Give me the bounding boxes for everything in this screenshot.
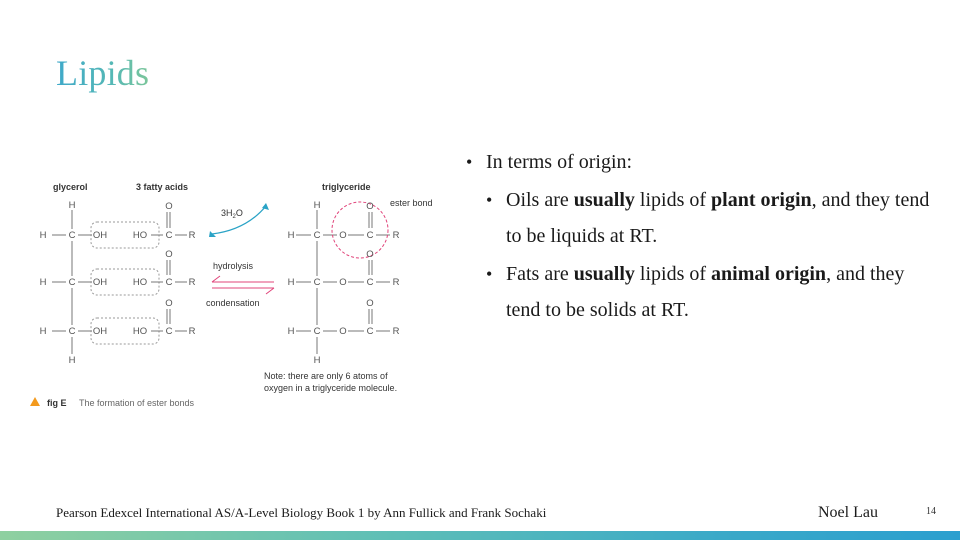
svg-text:H: H (313, 200, 321, 211)
note-line-2: oxygen in a triglyceride molecule. (264, 383, 398, 393)
svg-text:C: C (68, 230, 76, 241)
svg-text:H: H (39, 277, 47, 288)
svg-text:O: O (339, 277, 347, 288)
svg-text:C: C (313, 277, 321, 288)
svg-text:O: O (366, 249, 374, 260)
svg-text:H: H (287, 277, 295, 288)
svg-text:C: C (366, 277, 374, 288)
svg-text:H: H (39, 230, 47, 241)
water-label: $3H_2O$ (221, 208, 243, 220)
svg-text:C: C (165, 230, 173, 241)
origin-bullets (466, 144, 936, 330)
footer-citation: Pearson Edexcel International AS/A-Level Biology Book 1 by Ann Fullick and Frank Sochaki (56, 505, 547, 520)
hydrolysis-label: hydrolysis (213, 261, 254, 271)
svg-text:H: H (68, 200, 76, 211)
svg-text:O: O (165, 249, 173, 260)
bottom-gradient-bar (0, 531, 960, 540)
svg-text:O: O (366, 201, 374, 212)
sub-bullets (486, 182, 936, 328)
svg-text:H: H (39, 326, 47, 337)
svg-text:O: O (339, 230, 347, 241)
svg-text:O: O (165, 201, 173, 212)
svg-text:H: H (287, 230, 295, 241)
glycerol-label: glycerol (53, 182, 88, 192)
fig-caption: The formation of ester bonds (79, 398, 195, 408)
svg-text:H: H (287, 326, 295, 337)
svg-text:C: C (366, 230, 374, 241)
svg-text:HO: HO (132, 277, 148, 288)
svg-text:H: H (68, 355, 76, 366)
bullet-fats: • Fats are usually lipids of animal origin, and they tend to be solids at RT. (486, 256, 936, 328)
svg-text:C: C (313, 230, 321, 241)
svg-text:C: C (366, 326, 374, 337)
bullet-main: • In terms of origin: (466, 144, 936, 180)
svg-text:C: C (68, 277, 76, 288)
svg-text:HO: HO (132, 326, 148, 337)
footer-author: Noel Lau (818, 504, 878, 521)
svg-text:O: O (366, 298, 374, 309)
svg-text:C: C (165, 277, 173, 288)
ester-bond-figure (26, 172, 456, 412)
triglyceride-label: triglyceride (322, 182, 371, 192)
svg-text:OH: OH (92, 230, 108, 241)
svg-text:C: C (313, 326, 321, 337)
fig-tag: fig E (47, 398, 67, 408)
svg-text:O: O (339, 326, 347, 337)
page-number: 14 (926, 506, 936, 517)
slide-title: Lipids (56, 53, 150, 93)
note-line-1: Note: there are only 6 atoms of (264, 371, 388, 381)
svg-text:C: C (68, 326, 76, 337)
ester-bond-label: ester bond (390, 198, 433, 208)
svg-text:R: R (188, 230, 196, 241)
svg-text:R: R (188, 277, 196, 288)
svg-text:HO: HO (132, 230, 148, 241)
svg-text:R: R (392, 230, 400, 241)
condensation-label: condensation (206, 298, 260, 308)
svg-text:OH: OH (92, 277, 108, 288)
svg-text:R: R (392, 277, 400, 288)
svg-text:H: H (313, 355, 321, 366)
svg-text:C: C (165, 326, 173, 337)
fatty-acids-label: 3 fatty acids (136, 182, 189, 192)
bullet-oils: • Oils are usually lipids of plant origin, and they tend to be liquids at RT. (486, 182, 936, 254)
svg-text:R: R (188, 326, 196, 337)
svg-text:O: O (165, 298, 173, 309)
svg-text:R: R (392, 326, 400, 337)
caption-triangle-icon (30, 397, 40, 406)
svg-text:OH: OH (92, 326, 108, 337)
